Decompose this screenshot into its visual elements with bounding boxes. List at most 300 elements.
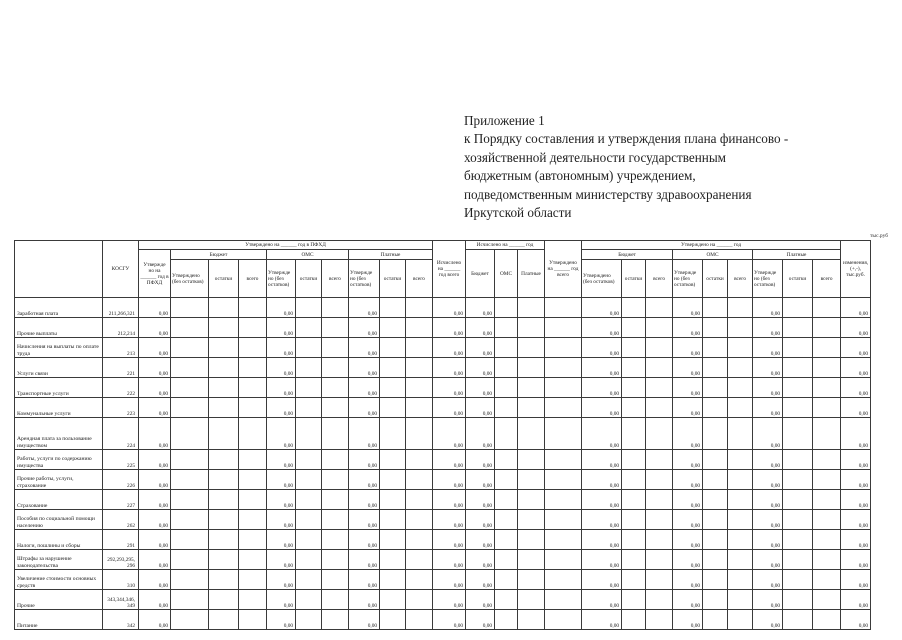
value-cell: 0,00 <box>582 298 622 318</box>
value-cell: 0,00 <box>673 590 703 610</box>
row-label: Арендная плата за пользование имуществом <box>15 418 103 450</box>
empty-cell <box>728 318 753 338</box>
value-cell: 0,00 <box>349 470 380 490</box>
table-row <box>15 398 871 418</box>
empty-cell <box>703 570 728 590</box>
empty-cell <box>296 590 322 610</box>
empty-cell <box>380 398 406 418</box>
empty-cell <box>406 298 433 318</box>
value-cell: 0,00 <box>267 490 296 510</box>
empty-cell <box>296 610 322 630</box>
value-cell: 0,00 <box>349 550 380 570</box>
empty-cell <box>545 450 582 470</box>
value-cell: 0,00 <box>673 298 703 318</box>
empty-cell <box>646 318 673 338</box>
value-cell: 0,00 <box>139 530 171 550</box>
value-cell: 0,00 <box>433 590 466 610</box>
empty-cell <box>209 398 239 418</box>
empty-cell <box>296 570 322 590</box>
empty-cell <box>783 398 813 418</box>
kosgu-code: 223 <box>103 398 139 418</box>
table-row <box>15 550 871 570</box>
empty-cell <box>813 490 841 510</box>
value-cell: 0,00 <box>433 510 466 530</box>
empty-cell <box>545 510 582 530</box>
value-cell: 0,00 <box>139 550 171 570</box>
approved-pfhd-header: Утверждено на ______ год в ПФХД <box>139 241 433 250</box>
appendix-line: к Порядку составления и утверждения плана финансово - <box>464 131 789 147</box>
empty-cell <box>813 450 841 470</box>
empty-cell <box>239 338 267 358</box>
empty-cell <box>646 550 673 570</box>
empty-cell <box>783 450 813 470</box>
empty-cell <box>380 378 406 398</box>
empty-cell <box>703 610 728 630</box>
value-cell: 0,00 <box>267 398 296 418</box>
empty-cell <box>728 358 753 378</box>
empty-cell <box>545 590 582 610</box>
empty-cell <box>171 590 209 610</box>
empty-cell <box>545 378 582 398</box>
value-cell: 0,00 <box>267 530 296 550</box>
empty-cell <box>322 298 349 318</box>
accrued-budget-header: Бюджет <box>466 250 495 298</box>
value-cell: 0,00 <box>466 378 495 398</box>
empty-cell <box>518 530 545 550</box>
value-cell: 0,00 <box>841 338 871 358</box>
empty-cell <box>322 398 349 418</box>
empty-cell <box>171 358 209 378</box>
empty-cell <box>495 398 518 418</box>
table-row <box>15 298 871 318</box>
kosgu-code: 211,266,321 <box>103 298 139 318</box>
empty-cell <box>296 318 322 338</box>
empty-cell <box>322 450 349 470</box>
value-cell: 0,00 <box>139 378 171 398</box>
row-label: Коммунальные услуги <box>15 398 103 418</box>
empty-cell <box>783 418 813 450</box>
value-cell: 0,00 <box>841 450 871 470</box>
empty-cell <box>545 318 582 338</box>
empty-cell <box>495 590 518 610</box>
empty-cell <box>322 358 349 378</box>
empty-cell <box>380 298 406 318</box>
value-cell: 0,00 <box>673 338 703 358</box>
kosgu-code: 225 <box>103 450 139 470</box>
empty-cell <box>813 398 841 418</box>
empty-cell <box>518 358 545 378</box>
value-cell: 0,00 <box>753 318 783 338</box>
empty-cell <box>703 358 728 378</box>
table-row <box>15 590 871 610</box>
value-cell: 0,00 <box>673 510 703 530</box>
value-cell: 0,00 <box>841 490 871 510</box>
accrued-group-header: Исчислено на ______ год <box>466 241 545 250</box>
value-cell: 0,00 <box>753 470 783 490</box>
empty-cell <box>518 610 545 630</box>
appendix-line: бюджетным (автономным) учреждением, <box>464 168 696 184</box>
value-cell: 0,00 <box>582 610 622 630</box>
empty-cell <box>545 490 582 510</box>
value-cell: 0,00 <box>267 358 296 378</box>
empty-cell <box>646 470 673 490</box>
value-cell: 0,00 <box>582 530 622 550</box>
empty-cell <box>518 338 545 358</box>
empty-cell <box>495 570 518 590</box>
approved-total-header: Утверждено на ______ год всего <box>545 241 582 298</box>
row-label: Прочие <box>15 590 103 610</box>
value-cell: 0,00 <box>466 490 495 510</box>
empty-cell <box>518 450 545 470</box>
oms2-total-header: всего <box>728 260 753 298</box>
kosgu-code: 224 <box>103 418 139 450</box>
value-cell: 0,00 <box>349 530 380 550</box>
empty-cell <box>322 550 349 570</box>
empty-cell <box>518 398 545 418</box>
financial-plan-table <box>14 240 871 630</box>
row-label: Увеличение стоимости основных средств <box>15 570 103 590</box>
empty-cell <box>728 418 753 450</box>
value-cell: 0,00 <box>753 490 783 510</box>
row-label: Пособия по социальной помощи населению <box>15 510 103 530</box>
row-label: Штрафы за нарушение законодательства <box>15 550 103 570</box>
empty-cell <box>518 470 545 490</box>
kosgu-code: 213 <box>103 338 139 358</box>
row-label: Страхование <box>15 490 103 510</box>
value-cell: 0,00 <box>139 490 171 510</box>
empty-cell <box>622 338 646 358</box>
value-cell: 0,00 <box>349 378 380 398</box>
empty-cell <box>239 570 267 590</box>
empty-cell <box>518 378 545 398</box>
value-cell: 0,00 <box>673 610 703 630</box>
value-cell: 0,00 <box>582 470 622 490</box>
value-cell: 0,00 <box>841 298 871 318</box>
empty-cell <box>703 318 728 338</box>
empty-cell <box>495 378 518 398</box>
table-body <box>15 298 871 630</box>
value-cell: 0,00 <box>433 570 466 590</box>
value-cell: 0,00 <box>139 470 171 490</box>
empty-cell <box>406 610 433 630</box>
oms2-rest-header: остатки <box>703 260 728 298</box>
empty-cell <box>380 490 406 510</box>
empty-cell <box>813 378 841 398</box>
empty-cell <box>209 490 239 510</box>
empty-cell <box>296 550 322 570</box>
budget-header-2: Бюджет <box>582 250 673 260</box>
empty-cell <box>783 510 813 530</box>
empty-cell <box>380 510 406 530</box>
empty-cell <box>406 590 433 610</box>
accrued-total-header: Исчислено на ______ год всего <box>433 241 466 298</box>
value-cell: 0,00 <box>466 470 495 490</box>
empty-cell <box>322 590 349 610</box>
empty-cell <box>239 378 267 398</box>
empty-cell <box>813 590 841 610</box>
value-cell: 0,00 <box>466 610 495 630</box>
empty-cell <box>171 530 209 550</box>
empty-cell <box>209 298 239 318</box>
paid-rest-header: остатки <box>380 260 406 298</box>
empty-cell <box>171 418 209 450</box>
empty-cell <box>703 378 728 398</box>
row-label: Транспортные услуги <box>15 378 103 398</box>
empty-cell <box>545 298 582 318</box>
empty-cell <box>646 418 673 450</box>
value-cell: 0,00 <box>466 550 495 570</box>
empty-cell <box>518 490 545 510</box>
empty-cell <box>296 510 322 530</box>
empty-cell <box>171 338 209 358</box>
value-cell: 0,00 <box>349 490 380 510</box>
kosgu-code: 226 <box>103 470 139 490</box>
empty-cell <box>296 418 322 450</box>
empty-cell <box>296 450 322 470</box>
empty-cell <box>622 510 646 530</box>
empty-cell <box>622 470 646 490</box>
empty-cell <box>783 610 813 630</box>
appendix-line: Иркутской области <box>464 205 572 221</box>
paid2-total-header: всего <box>813 260 841 298</box>
value-cell: 0,00 <box>267 378 296 398</box>
empty-cell <box>322 378 349 398</box>
row-label: Прочие работы, услуги, страхование <box>15 470 103 490</box>
value-cell: 0,00 <box>139 358 171 378</box>
value-cell: 0,00 <box>753 550 783 570</box>
table-row <box>15 318 871 338</box>
empty-cell <box>322 570 349 590</box>
table-row <box>15 470 871 490</box>
empty-cell <box>783 378 813 398</box>
empty-cell <box>783 570 813 590</box>
value-cell: 0,00 <box>841 550 871 570</box>
empty-cell <box>239 450 267 470</box>
empty-cell <box>622 418 646 450</box>
empty-cell <box>703 298 728 318</box>
empty-cell <box>239 590 267 610</box>
oms-total-header: всего <box>322 260 349 298</box>
empty-cell <box>813 358 841 378</box>
budget-rest-header: остатки <box>209 260 239 298</box>
appendix-line: подведомственным министерству здравоохранения <box>464 186 752 202</box>
budget2-rest-header: остатки <box>622 260 646 298</box>
empty-cell <box>209 550 239 570</box>
empty-cell <box>518 570 545 590</box>
empty-cell <box>813 510 841 530</box>
empty-cell <box>495 550 518 570</box>
value-cell: 0,00 <box>139 398 171 418</box>
kosgu-header: КОСГУ <box>103 241 139 298</box>
empty-cell <box>296 530 322 550</box>
value-cell: 0,00 <box>267 450 296 470</box>
empty-cell <box>783 298 813 318</box>
value-cell: 0,00 <box>139 570 171 590</box>
empty-cell <box>545 338 582 358</box>
value-cell: 0,00 <box>841 530 871 550</box>
value-cell: 0,00 <box>753 570 783 590</box>
value-cell: 0,00 <box>673 418 703 450</box>
empty-cell <box>545 550 582 570</box>
empty-cell <box>239 298 267 318</box>
empty-cell <box>495 338 518 358</box>
empty-cell <box>296 358 322 378</box>
empty-cell <box>622 450 646 470</box>
value-cell: 0,00 <box>466 590 495 610</box>
unit-label: тыс.руб <box>870 233 889 239</box>
paid-header: Платные <box>349 250 433 260</box>
value-cell: 0,00 <box>349 318 380 338</box>
empty-cell <box>518 318 545 338</box>
value-cell: 0,00 <box>673 570 703 590</box>
value-cell: 0,00 <box>139 610 171 630</box>
empty-cell <box>209 358 239 378</box>
value-cell: 0,00 <box>753 418 783 450</box>
empty-cell <box>622 490 646 510</box>
empty-cell <box>406 530 433 550</box>
value-cell: 0,00 <box>433 610 466 630</box>
empty-cell <box>239 418 267 450</box>
value-cell: 0,00 <box>139 298 171 318</box>
empty-cell <box>783 338 813 358</box>
empty-cell <box>209 570 239 590</box>
empty-cell <box>380 590 406 610</box>
value-cell: 0,00 <box>466 358 495 378</box>
value-cell: 0,00 <box>466 418 495 450</box>
value-cell: 0,00 <box>466 450 495 470</box>
empty-cell <box>495 530 518 550</box>
empty-cell <box>380 338 406 358</box>
empty-cell <box>171 298 209 318</box>
empty-cell <box>406 398 433 418</box>
empty-cell <box>171 378 209 398</box>
row-label: Питание <box>15 610 103 630</box>
paid-total-header: всего <box>406 260 433 298</box>
empty-cell <box>783 530 813 550</box>
change-header: изменения, (+,-), тыс.руб. <box>841 241 871 298</box>
value-cell: 0,00 <box>267 550 296 570</box>
empty-cell <box>322 318 349 338</box>
empty-cell <box>239 398 267 418</box>
empty-cell <box>171 490 209 510</box>
empty-cell <box>322 490 349 510</box>
empty-cell <box>209 530 239 550</box>
value-cell: 0,00 <box>349 338 380 358</box>
value-cell: 0,00 <box>673 490 703 510</box>
value-cell: 0,00 <box>433 470 466 490</box>
empty-cell <box>380 530 406 550</box>
empty-cell <box>322 510 349 530</box>
empty-cell <box>703 418 728 450</box>
empty-cell <box>495 358 518 378</box>
kosgu-code: 342 <box>103 610 139 630</box>
value-cell: 0,00 <box>753 450 783 470</box>
value-cell: 0,00 <box>433 378 466 398</box>
empty-cell <box>495 490 518 510</box>
value-cell: 0,00 <box>753 338 783 358</box>
value-cell: 0,00 <box>841 418 871 450</box>
value-cell: 0,00 <box>841 318 871 338</box>
value-cell: 0,00 <box>139 450 171 470</box>
value-cell: 0,00 <box>466 570 495 590</box>
empty-cell <box>728 298 753 318</box>
row-label: Услуги связи <box>15 358 103 378</box>
value-cell: 0,00 <box>582 318 622 338</box>
value-cell: 0,00 <box>582 550 622 570</box>
empty-cell <box>622 358 646 378</box>
empty-cell <box>406 450 433 470</box>
value-cell: 0,00 <box>349 358 380 378</box>
value-cell: 0,00 <box>582 378 622 398</box>
empty-cell <box>209 338 239 358</box>
kosgu-code: 227 <box>103 490 139 510</box>
value-cell: 0,00 <box>139 338 171 358</box>
kosgu-code: 212,214 <box>103 318 139 338</box>
empty-cell <box>728 398 753 418</box>
empty-cell <box>622 550 646 570</box>
value-cell: 0,00 <box>466 530 495 550</box>
value-cell: 0,00 <box>582 418 622 450</box>
empty-cell <box>495 418 518 450</box>
row-label: Прочие выплаты <box>15 318 103 338</box>
value-cell: 0,00 <box>267 418 296 450</box>
empty-cell <box>518 298 545 318</box>
empty-cell <box>545 610 582 630</box>
value-cell: 0,00 <box>267 338 296 358</box>
empty-cell <box>622 318 646 338</box>
empty-cell <box>239 490 267 510</box>
empty-cell <box>703 590 728 610</box>
empty-cell <box>783 318 813 338</box>
empty-cell <box>406 338 433 358</box>
empty-cell <box>813 338 841 358</box>
approved-year-header: Утверждено на ______ год <box>582 241 841 250</box>
value-cell: 0,00 <box>349 418 380 450</box>
empty-cell <box>728 470 753 490</box>
value-cell: 0,00 <box>582 450 622 470</box>
budget-total-header: всего <box>239 260 267 298</box>
empty-cell <box>622 610 646 630</box>
empty-cell <box>646 590 673 610</box>
value-cell: 0,00 <box>753 510 783 530</box>
table-row <box>15 570 871 590</box>
value-cell: 0,00 <box>582 338 622 358</box>
value-cell: 0,00 <box>841 570 871 590</box>
value-cell: 0,00 <box>841 398 871 418</box>
value-cell: 0,00 <box>582 570 622 590</box>
value-cell: 0,00 <box>582 590 622 610</box>
oms-approved-header: Утвержде но (без остатков) <box>267 260 296 298</box>
paid-header-2: Платные <box>753 250 841 260</box>
appendix-line: хозяйственной деятельности государственным <box>464 149 727 165</box>
empty-cell <box>406 570 433 590</box>
oms-header: ОМС <box>267 250 349 260</box>
empty-cell <box>495 610 518 630</box>
value-cell: 0,00 <box>841 378 871 398</box>
value-cell: 0,00 <box>433 418 466 450</box>
value-cell: 0,00 <box>841 610 871 630</box>
value-cell: 0,00 <box>582 358 622 378</box>
value-cell: 0,00 <box>433 550 466 570</box>
empty-cell <box>622 570 646 590</box>
empty-cell <box>703 450 728 470</box>
paid2-approved-header: Утвержде но (без остатков) <box>753 260 783 298</box>
empty-cell <box>646 610 673 630</box>
empty-cell <box>209 378 239 398</box>
value-cell: 0,00 <box>349 610 380 630</box>
value-cell: 0,00 <box>267 470 296 490</box>
empty-cell <box>783 490 813 510</box>
